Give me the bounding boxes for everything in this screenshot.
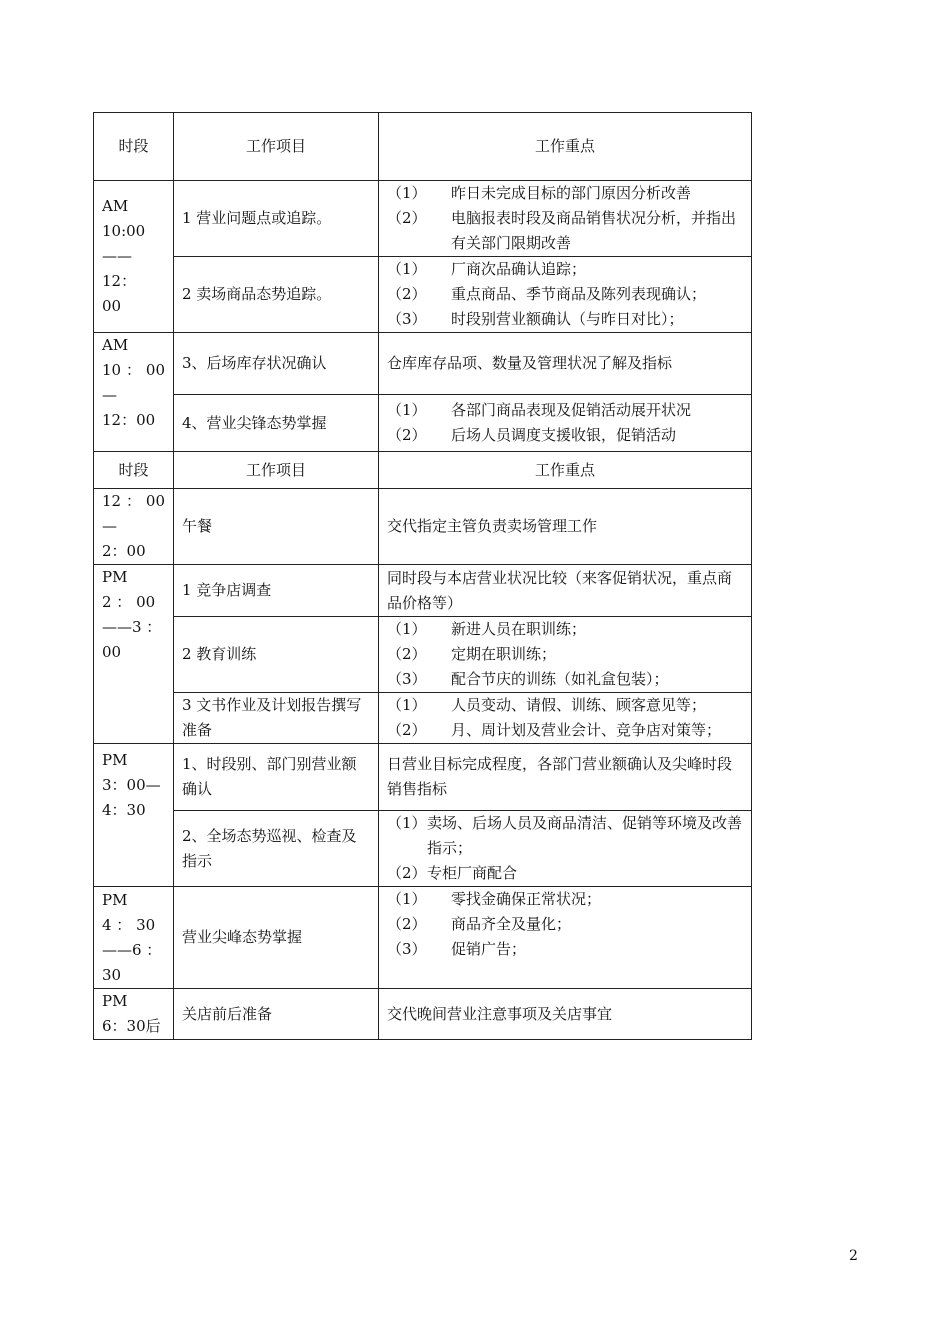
table-row <box>94 989 752 1040</box>
header-time: 时段 <box>94 452 174 489</box>
table-row <box>94 257 752 333</box>
header-time: 时段 <box>94 113 174 181</box>
focus-cell: 交代指定主管负责卖场管理工作 <box>379 489 752 565</box>
focus-list-item: （2） 定期在职训练； <box>387 645 557 663</box>
focus-list-item: （3） 配合节庆的训练（如礼盒包装）； <box>387 670 669 688</box>
table-row <box>94 489 752 565</box>
table-row <box>94 744 752 811</box>
time-cell: PM 2 ： 00 ——3 ： 00 <box>94 565 174 744</box>
focus-list-item: （1） 人员变动、请假、训练、顾客意见等； <box>387 696 707 714</box>
focus-list-item: （2） 重点商品、季节商品及陈列表现确认； <box>387 285 707 303</box>
focus-cell <box>379 811 752 887</box>
table-row <box>94 693 752 744</box>
time-cell: PM 3：00— 4：30 <box>94 744 174 887</box>
table-row <box>94 333 752 395</box>
time-cell: PM 6：30后 <box>94 989 174 1040</box>
focus-list-item: （1） 新进人员在职训练； <box>387 620 587 638</box>
item-cell: 3、后场库存状况确认 <box>174 333 379 395</box>
focus-cell <box>379 257 752 333</box>
focus-list-item: （2） 月、周计划及营业会计、竞争店对策等； <box>387 721 722 739</box>
focus-list-item: （2） 后场人员调度支援收银，促销活动 <box>387 426 677 444</box>
table-row <box>94 181 752 257</box>
focus-list-item: （1） 零找金确保正常状况； <box>387 890 602 908</box>
header-item: 工作项目 <box>174 452 379 489</box>
time-cell: 12：00— 2：00 <box>94 489 174 565</box>
focus-cell: 日营业目标完成程度，各部门营业额确认及尖峰时段销售指标 <box>379 744 752 811</box>
focus-list-item: （1） 各部门商品表现及促销活动展开状况 <box>387 401 692 419</box>
item-cell: 营业尖峰态势掌握 <box>174 887 379 989</box>
item-cell: 关店前后准备 <box>174 989 379 1040</box>
focus-cell <box>379 887 752 989</box>
item-cell: 2、全场态势巡视、检查及指示 <box>174 811 379 887</box>
time-cell: AM 10：00— 12：00 <box>94 333 174 452</box>
focus-list-item: （2） 商品齐全及量化； <box>387 915 572 933</box>
item-cell: 1、时段别、部门别营业额确认 <box>174 744 379 811</box>
item-cell: 2 卖场商品态势追踪。 <box>174 257 379 333</box>
item-cell: 1 竞争店调查 <box>174 565 379 617</box>
item-cell: 1 营业问题点或追踪。 <box>174 181 379 257</box>
time-cell: AM 10:00 ——12： 00 <box>94 181 174 333</box>
focus-list-item: （3） 促销广告； <box>387 940 527 958</box>
focus-list-item: （1） 厂商次品确认追踪； <box>387 260 587 278</box>
focus-list-item: （1） 昨日未完成目标的部门原因分析改善 <box>387 184 692 202</box>
focus-list-item: （2） 电脑报表时段及商品销售状况分析，并指出有关部门限期改善 <box>387 209 737 252</box>
item-cell: 午餐 <box>174 489 379 565</box>
table-row <box>94 887 752 989</box>
page-number: 2 <box>849 1248 858 1264</box>
focus-list-item: （2） 专柜厂商配合 <box>387 864 518 882</box>
table-row <box>94 395 752 452</box>
item-cell: 3 文书作业及计划报告撰写准备 <box>174 693 379 744</box>
schedule-table <box>93 112 752 1040</box>
header-focus: 工作重点 <box>379 113 752 181</box>
focus-cell <box>379 181 752 257</box>
header-item: 工作项目 <box>174 113 379 181</box>
table-row <box>94 565 752 617</box>
table-row <box>94 617 752 693</box>
focus-list-item: （1） 卖场、后场人员及商品清洁、促销等环境及改善指示； <box>387 814 743 857</box>
header-focus: 工作重点 <box>379 452 752 489</box>
focus-cell: 仓库库存品项、数量及管理状况了解及指标 <box>379 333 752 395</box>
focus-cell <box>379 693 752 744</box>
focus-cell <box>379 617 752 693</box>
item-cell: 2 教育训练 <box>174 617 379 693</box>
focus-cell <box>379 395 752 452</box>
focus-cell: 同时段与本店营业状况比较（来客促销状况，重点商品价格等） <box>379 565 752 617</box>
table-row <box>94 811 752 887</box>
focus-list-item: （3） 时段别营业额确认（与昨日对比）； <box>387 310 684 328</box>
item-cell: 4、营业尖锋态势掌握 <box>174 395 379 452</box>
focus-cell: 交代晚间营业注意事项及关店事宜 <box>379 989 752 1040</box>
time-cell: PM 4 ： 30 ——6 ： 30 <box>94 887 174 989</box>
table-header-row <box>94 452 752 489</box>
table-header-row <box>94 113 752 181</box>
